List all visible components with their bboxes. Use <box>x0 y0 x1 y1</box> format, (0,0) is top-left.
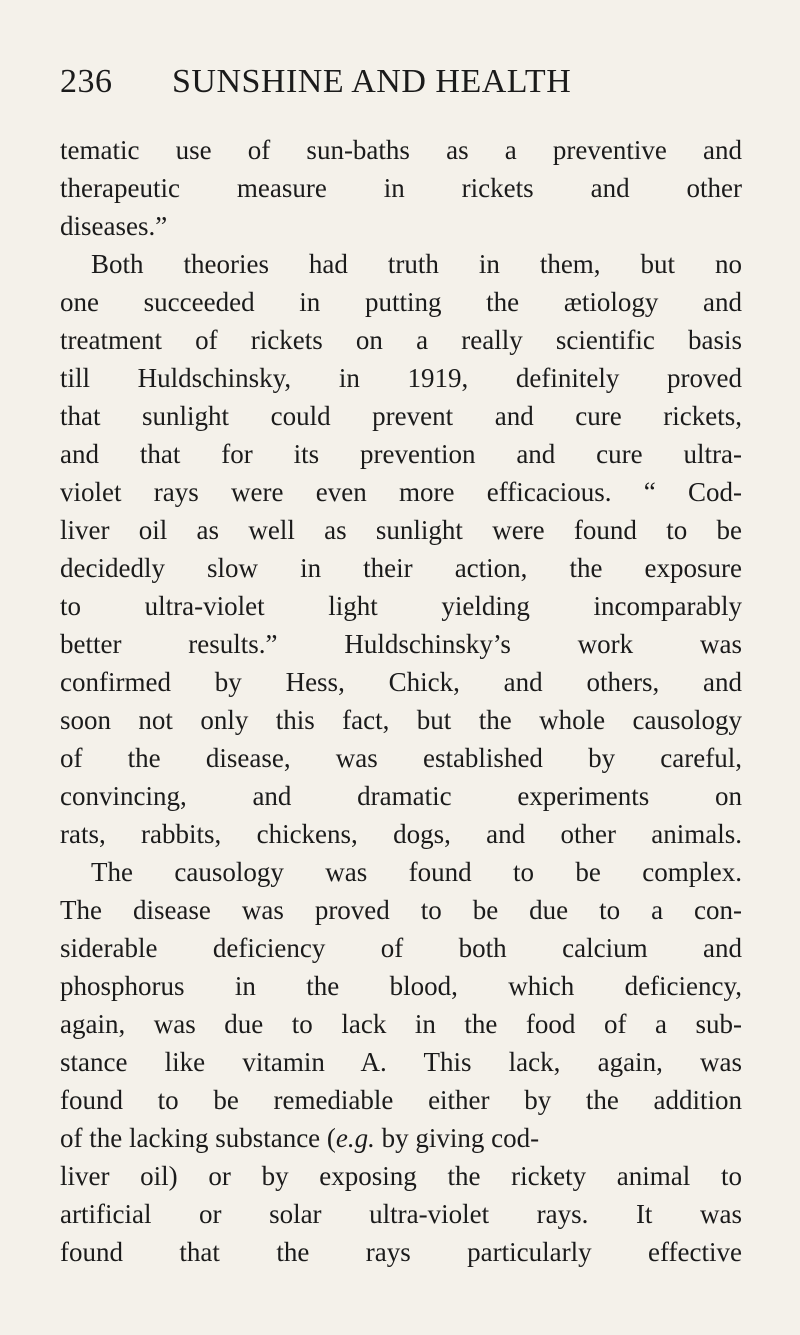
text-line-27 <box>60 1119 742 1157</box>
running-title: SUNSHINE AND HEALTH <box>172 63 572 100</box>
text-line-25: stance like vitamin A. This lack, again, was <box>60 1047 742 1077</box>
text-line-8: that sunlight could prevent and cure rickets, <box>60 401 742 431</box>
text-line-20: The causology was found to be complex. <box>91 857 742 887</box>
text-line-21: The disease was proved to be due to a con- <box>60 895 742 925</box>
text-line-27-start: of the lacking substance ( <box>60 1123 336 1153</box>
text-line-6: treatment of rickets on a really scientific basis <box>60 325 742 355</box>
text-line-28: liver oil) or by exposing the rickety animal to <box>60 1161 742 1191</box>
text-line-12: decidedly slow in their action, the exposure <box>60 553 742 583</box>
running-head <box>60 58 740 106</box>
text-line-5: one succeeded in putting the ætiology and <box>60 287 742 317</box>
text-line-26: found to be remediable either by the addition <box>60 1085 742 1115</box>
text-line-15: confirmed by Hess, Chick, and others, and <box>60 667 742 697</box>
body-text <box>60 131 742 1271</box>
text-line-10: violet rays were even more efficacious. “ Cod- <box>60 477 742 507</box>
text-line-27-end: by giving cod- <box>374 1123 540 1153</box>
text-line-2: therapeutic measure in rickets and other <box>60 173 742 203</box>
text-line-22: siderable deficiency of both calcium and <box>60 933 742 963</box>
text-line-13: to ultra-violet light yielding incomparably <box>60 591 742 621</box>
text-line-30: found that the rays particularly effective <box>60 1237 742 1267</box>
text-line-18: convincing, and dramatic experiments on <box>60 781 742 811</box>
text-line-7: till Huldschinsky, in 1919, definitely proved <box>60 363 742 393</box>
text-line-11: liver oil as well as sunlight were found to be <box>60 515 742 545</box>
text-line-24: again, was due to lack in the food of a sub- <box>60 1009 742 1039</box>
text-line-19: rats, rabbits, chickens, dogs, and other animals. <box>60 819 742 849</box>
text-line-14: better results.” Huldschinsky’s work was <box>60 629 742 659</box>
example-abbreviation: e.g. <box>335 1123 375 1153</box>
text-line-4: Both theories had truth in them, but no <box>91 249 742 279</box>
text-line-16: soon not only this fact, but the whole causology <box>60 705 742 735</box>
text-line-3: diseases.” <box>60 211 168 241</box>
text-line-29: artificial or solar ultra-violet rays. It was <box>60 1199 742 1229</box>
text-line-17: of the disease, was established by careful, <box>60 743 742 773</box>
page-number: 236 <box>60 63 113 100</box>
text-line-1: tematic use of sun-baths as a preventive and <box>60 135 742 165</box>
text-line-23: phosphorus in the blood, which deficiency, <box>60 971 742 1001</box>
text-line-9: and that for its prevention and cure ultra- <box>60 439 742 469</box>
